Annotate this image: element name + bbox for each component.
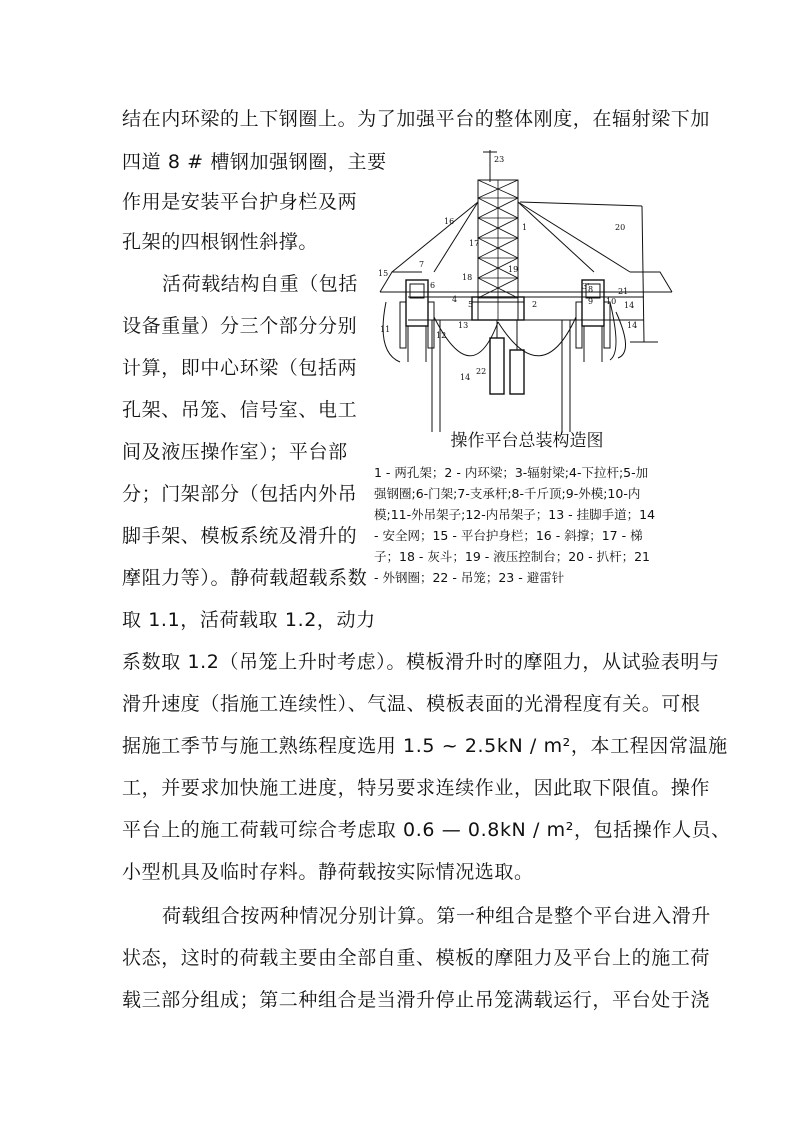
paragraph-line: 摩阻力等）。静荷载超载系数 — [122, 567, 368, 589]
paragraph-line: 计算，即中心环梁（包括两 — [122, 357, 358, 379]
legend-line: 子；18 - 灰斗；19 - 液压控制台；20 - 扒杆；21 — [374, 549, 650, 564]
label-5: 5 — [468, 300, 474, 309]
legend-line: 1 - 两孔架；2 - 内环梁；3-辐射梁;4-下拉杆;5-加 — [374, 465, 649, 480]
label-3: 3' — [582, 282, 590, 291]
paragraph-line: 荷载组合按两种情况分别计算。第一种组合是整个平台进入滑升 — [162, 905, 711, 927]
label-9: 9 — [588, 297, 594, 306]
label-23: 23 — [494, 155, 505, 164]
label-13: 13 — [458, 321, 469, 330]
paragraph-line: 间及液压操作室）；平台部 — [122, 441, 348, 463]
label-11: 11 — [380, 325, 391, 334]
paragraph-line: 活荷载结构自重（包括 — [162, 273, 359, 295]
paragraph-line: 取 1.1，活荷载取 1.2，动力 — [122, 609, 376, 631]
label-21: 21 — [618, 287, 629, 296]
label-10: 10 — [606, 297, 617, 306]
label-6: 6 — [430, 281, 436, 290]
label-14: 14 — [460, 373, 471, 382]
paragraph-line: 平台上的施工荷载可综合考虑取 0.6 — 0.8kN / m²，包括操作人员、 — [122, 819, 731, 841]
label-20: 20 — [615, 223, 626, 232]
label-16: 16 — [444, 217, 455, 226]
figure-legend — [374, 462, 682, 588]
paragraph-line: 工，并要求加快施工进度，特另要求连续作业，因此取下限值。操作 — [122, 777, 711, 799]
paragraph-line: 孔架、吊笼、信号室、电工 — [122, 399, 358, 421]
legend-line: 模;11-外吊架子;12-内吊架子；13 - 挂脚手道；14 — [374, 507, 656, 522]
label-17: 17 — [469, 239, 480, 248]
paragraph-line: 小型机具及临时存料。静荷载按实际情况选取。 — [122, 861, 534, 883]
label-7: 7 — [419, 260, 425, 269]
paragraph-line: 载三部分组成；第二种组合是当滑升停止吊笼满载运行，平台处于浇 — [122, 989, 711, 1011]
label-18: 18 — [462, 273, 473, 282]
legend-line: - 外钢圈；22 - 吊笼；23 - 避雷针 — [374, 570, 565, 585]
paragraph-line: 据施工季节与施工熟练程度选用 1.5 ~ 2.5kN / m²，本工程因常温施 — [122, 735, 728, 757]
paragraph-line: 状态，这时的荷载主要由全部自重、模板的摩阻力及平台上的施工荷 — [122, 947, 711, 969]
label-1: 1 — [522, 223, 528, 232]
paragraph-line: 作用是安装平台护身栏及两 — [122, 191, 358, 213]
paragraph-line: 脚手架、模板系统及滑升的 — [122, 525, 358, 547]
paragraph-line: 设备重量）分三个部分分别 — [122, 315, 358, 337]
label-14: 14 — [627, 321, 638, 330]
paragraph-line: 系数取 1.2（吊笼上升时考虑）。模板滑升时的摩阻力，从试验表明与 — [122, 651, 720, 673]
paragraph-line: 结在内环梁的上下钢圈上。为了加强平台的整体刚度，在辐射梁下加 — [122, 108, 711, 130]
figure-title: 操作平台总装构造图 — [450, 431, 604, 451]
legend-line: - 安全网；15 - 平台护身栏；16 - 斜撑；17 - 梯 — [374, 528, 643, 543]
platform-assembly-drawing — [372, 142, 682, 432]
paragraph-line: 孔架的四根钢性斜撑。 — [122, 231, 319, 253]
paragraph-line: 分；门架部分（包括内外吊 — [122, 483, 358, 505]
label-8: 8 — [588, 285, 594, 294]
paragraph-line: 滑升速度（指施工连续性）、气温、模板表面的光滑程度有关。可根 — [122, 693, 701, 715]
legend-line: 强钢圈;6-门架;7-支承杆;8-千斤顶;9-外模;10-内 — [374, 486, 641, 501]
label-15: 15 — [378, 269, 389, 278]
label-4: 4 — [452, 295, 458, 304]
paragraph-line: 四道 8 # 槽钢加强钢圈，主要 — [122, 151, 387, 173]
label-22: 22 — [476, 367, 487, 376]
label-19: 19 — [508, 265, 519, 274]
label-12: 12 — [436, 331, 447, 340]
label-14: 14 — [624, 301, 635, 310]
label-2: 2 — [532, 300, 538, 309]
